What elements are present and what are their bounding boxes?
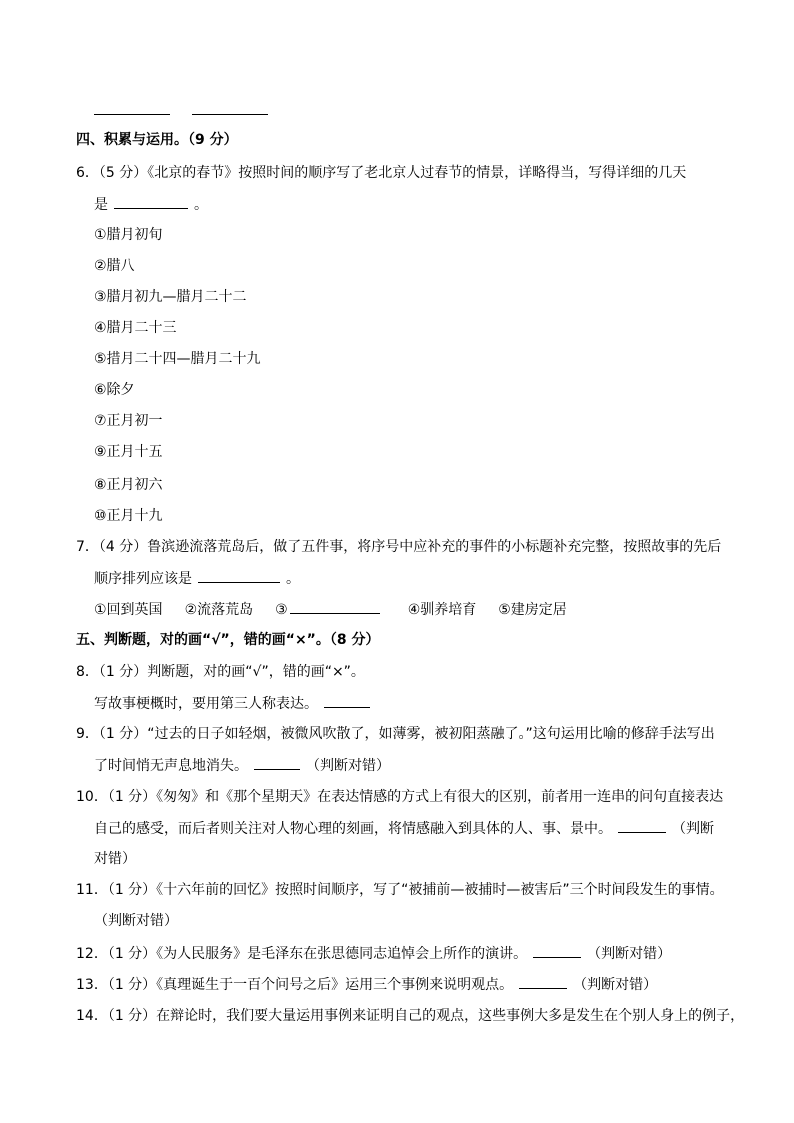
section-title-5: 五、判断题，对的画“√”，错的画“×”。（8 分） bbox=[76, 632, 380, 648]
question-12-line1 bbox=[76, 943, 734, 964]
option-item: ⑩正月十九 bbox=[94, 508, 163, 524]
option-item: ①回到英国 bbox=[94, 602, 163, 618]
question-12-text: 12．（1 分）《为人民服务》是毛泽东在张思德同志追悼会上所作的演讲。 bbox=[76, 946, 528, 962]
answer-blank[interactable] bbox=[618, 818, 666, 833]
answer-blank[interactable] bbox=[254, 755, 300, 770]
question-13-text: 13．（1 分）《真理诞生于一百个问号之后》运用三个事例来说明观点。 bbox=[76, 977, 514, 993]
option-item: ②腊八 bbox=[94, 258, 135, 274]
answer-blank[interactable] bbox=[114, 194, 188, 209]
question-9-tail: （判断对错） bbox=[306, 758, 390, 774]
question-13-tail: （判断对错） bbox=[573, 977, 658, 993]
question-10-line2 bbox=[94, 818, 734, 839]
answer-blank[interactable] bbox=[290, 599, 380, 614]
question-8-line2 bbox=[94, 693, 734, 714]
question-12-tail: （判断对错） bbox=[587, 946, 672, 962]
answer-blank[interactable] bbox=[533, 943, 581, 958]
question-7-pre: 顺序排列应该是 bbox=[94, 571, 192, 587]
option-item: ⑨正月十五 bbox=[94, 444, 163, 460]
option-item: ⑥除夕 bbox=[94, 382, 135, 398]
question-10-line1: 10．（1 分）《匆匆》和《那个星期天》在表达情感的方式上有很大的区别，前者用一连串的问句直接表达 bbox=[76, 789, 724, 805]
question-10-line3: 对错） bbox=[94, 851, 136, 867]
option-item: ③腊月初九—腊月二十二 bbox=[94, 289, 247, 305]
question-7-line2 bbox=[94, 568, 734, 589]
question-7-line1: 7．（4 分）鲁滨逊流落荒岛后，做了五件事，将序号中应补充的事件的小标题补充完整，按照故事的先后 bbox=[76, 539, 722, 555]
question-14-line1: 14．（1 分）在辩论时，我们要大量运用事例来证明自己的观点，这些事例大多是发生在个别人身上的例子， bbox=[76, 1008, 745, 1024]
question-9-line1: 9．（1 分）“过去的日子如轻烟，被微风吹散了，如薄雾，被初阳蒸融了。”这句运用比喻的修辞手法写出 bbox=[76, 726, 715, 742]
option-item: ④驯养培育 bbox=[407, 602, 477, 618]
option-item: ④腊月二十三 bbox=[94, 320, 177, 336]
answer-blank[interactable] bbox=[94, 114, 170, 115]
question-8-line1: 8．（1 分）判断题，对的画“√”，错的画“×”。 bbox=[76, 664, 365, 680]
question-9-text: 了时间悄无声息地消失。 bbox=[94, 758, 248, 774]
answer-blank[interactable] bbox=[324, 693, 370, 708]
question-13-line1 bbox=[76, 974, 734, 995]
option-item: ①腊月初旬 bbox=[94, 227, 163, 243]
answer-blank[interactable] bbox=[198, 568, 280, 583]
answer-blank[interactable] bbox=[192, 114, 268, 115]
option-item: ⑤措月二十四—腊月二十九 bbox=[94, 351, 261, 367]
answer-blank[interactable] bbox=[519, 974, 567, 989]
question-7-post: 。 bbox=[286, 571, 300, 587]
question-10-text: 自己的感受，而后者则关注对人物心理的刻画，将情感融入到具体的人、事、景中。 bbox=[94, 821, 612, 837]
option-item: ⑧正月初六 bbox=[94, 477, 163, 493]
option-item: ③ bbox=[275, 602, 288, 618]
question-6-pre: 是 bbox=[94, 197, 108, 213]
question-7-options bbox=[94, 599, 734, 620]
option-item: ⑤建房定居 bbox=[498, 602, 567, 618]
section-title-4: 四、积累与运用。（9 分） bbox=[76, 132, 238, 148]
option-item: ②流落荒岛 bbox=[184, 602, 254, 618]
question-8-text: 写故事梗概时，要用第三人称表达。 bbox=[94, 696, 318, 712]
question-10-tail: （判断 bbox=[672, 821, 714, 837]
question-11-line1: 11．（1 分）《十六年前的回忆》按照时间顺序，写了“被捕前—被捕时—被害后”三个时间段发生的事情。 bbox=[76, 882, 724, 898]
question-9-line2 bbox=[94, 755, 734, 776]
question-6-post: 。 bbox=[194, 197, 208, 213]
question-11-line2: （判断对错） bbox=[94, 913, 178, 929]
question-6-line1: 6．（5 分）《北京的春节》按照时间的顺序写了老北京人过春节的情景，详略得当，写得详细的几天 bbox=[76, 165, 687, 181]
option-item: ⑦正月初一 bbox=[94, 413, 163, 429]
question-6-line2 bbox=[94, 194, 734, 215]
